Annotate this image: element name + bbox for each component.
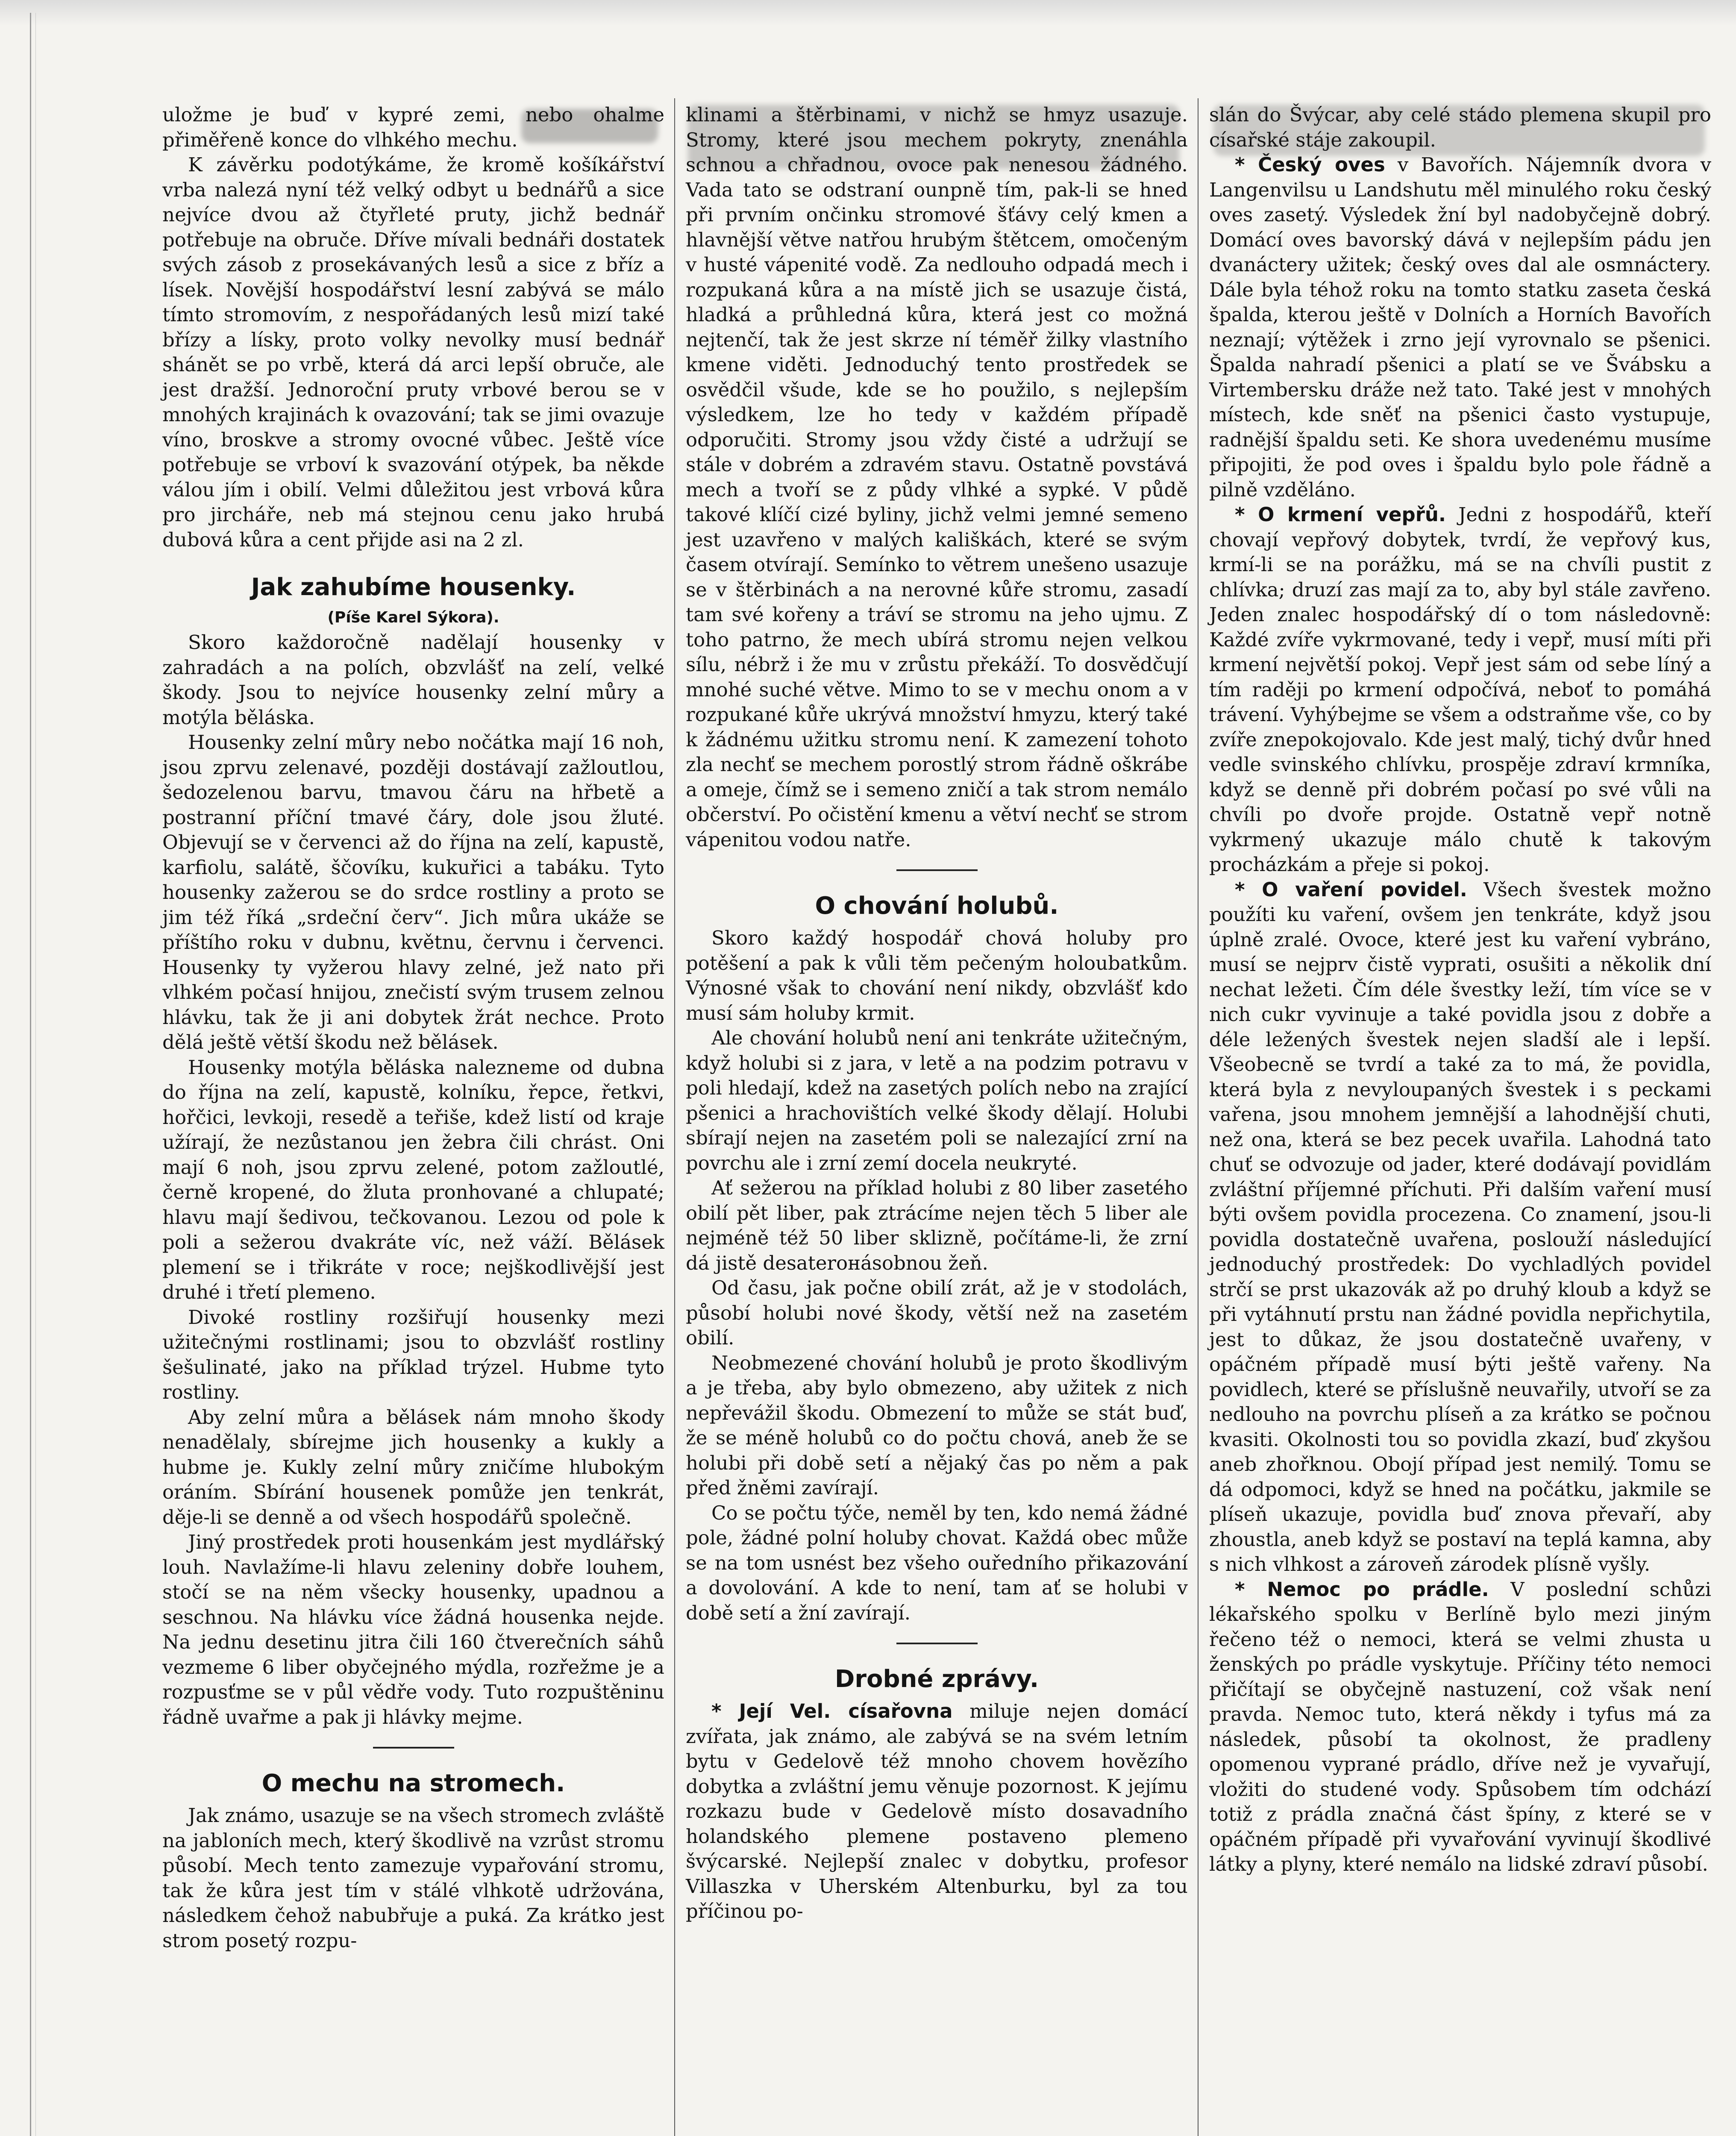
paragraph: Ať sežerou na příklad holubi z 80 liber zasetého obilí pět liber, pak ztrácíme nejen těch 5 liber ale nejméně též 50 liber sklizně, počítáme-li, že zrní dá jistě desaterонásobnou žeň. bbox=[686, 1177, 1188, 1274]
news-lead: * O vaření povidel. bbox=[1235, 878, 1467, 901]
article-title-holubi: O chování holubů. bbox=[815, 892, 1059, 920]
article-title-housenky: Jak zahubíme housenky. bbox=[251, 573, 576, 601]
paragraph: K závěrku podotýkáme, že kromě košíkářství vrba nalezá nyní též velký odbyt u bednářů a sice nejvíce dvou až čtyřleté pruty, jichž bednář potřebuje na obruče. Dříve mívali bednáři dostatek svých zásob z prosekávaných lesů a sice z bříz a lísek. Novější hospodářství lesní zabývá se málo tímto stromovím, z nespořádaných lesů mizí také břízy a lísky, proto volky nevolky musí bednář shánět se po vrbě, která dá arci lepší obruče, ale jest dražší. Jednoroční pruty vrbové berou se v mnohých krajinách k ovazování; tak se jimi ovazuje víno, broskve a stromy ovocné vůbec. Ještě více potřebuje se vrboví k svazování otýpek, ba někde válou jím i obilí. Velmi důležitou jest vrbová kůra pro jircháře, neb má stejnou cenu jako hrubá dubová kůra a cent přijde asi na 2 zl. bbox=[162, 153, 664, 551]
paragraph: Neobmezené chování holubů je proto škodlivým a je třeba, aby bylo obmezeno, aby užitek z nich nepřevážil škodu. Obmezení to může se stát buď, že se méně holubů co do počtu chová, aneb že se holubi při době setí a nějaký čas po něm a pak před žněmi zavírají. bbox=[686, 1351, 1188, 1499]
news-item bbox=[1209, 502, 1711, 877]
column-1 bbox=[162, 103, 664, 1953]
column-rule bbox=[674, 98, 675, 2136]
paragraph: Divoké rostliny rozšiřují housenky mezi užitečnými rostlinami; jsou to obzvlášť rostliny šešulinaté, jako na příklad trýzel. Hubme tyto rostliny. bbox=[162, 1306, 664, 1403]
news-text: V poslední schůzi lékařského spolku v Berlíně bylo mezi jiným řečeno též o nemoci, která se velmi zhusta u ženských po prádle vyskytuje. Příčiny této nemoci přičítají se obyčejně nastuzení, což však není pravda. Nemoc tuto, která někdy i tyfus má za následek, působí ta okolnost, že pradleny opomenou vyprané prádlo, dříve než je vyvařují, vložiti do studené vody. Spůsobem tím odchází totiž z prádla značná část špíny, z které se v opáčném případě při vyvařování vyvinují škodlivé látky a plyny, které nemálo na lidské zdraví působí. bbox=[1209, 1578, 1711, 1875]
news-text: miluje nejen domácí zvířata, jak známo, ale zabývá se na svém letním bytu v Gedelově též mnoho chovem hovězího dobytka a zvláštní jemu věnuje pozornost. K jejímu rozkazu bude v Gedelově místo dosavadního holandského plemene postaveno plemeno švýcarské. Nejlepší znalec v dobytku, profesor Villaszka v Uherském Altenburku, byl za tou příčinou po- bbox=[686, 1700, 1188, 1922]
paragraph: uložme je buď v kypré zemi, nebo ohalme přiměřeně konce do vlhkého mechu. bbox=[162, 103, 664, 151]
news-lead: * Její Vel. císařovna bbox=[711, 1700, 953, 1722]
news-item bbox=[1209, 1577, 1711, 1877]
section-divider bbox=[373, 1747, 454, 1749]
article-title-drobne-zpravy: Drobné zprávy. bbox=[834, 1665, 1039, 1693]
paragraph: Skoro každý hospodář chová holuby pro potěšení a pak k vůli těm pečeným holoubatkům. Výnosné však to chování není nikdy, obzvlášť kdo musí sám holuby krmit. bbox=[686, 927, 1188, 1024]
column-3 bbox=[1209, 103, 1711, 1877]
news-item bbox=[1209, 153, 1711, 502]
section-divider bbox=[896, 1643, 978, 1644]
news-text: v Bavořích. Nájemník dvora v Langenvilsu u Landshutu měl minulého roku český oves zasetý. Výsledek žní byl nadobyčejně dobrý. Domácí oves bavorský dává v nejlepším pádu jen dvanáctery užitek; český oves dal ale osmnáctery. Dále byla téhož roku na tomto statku zaseta česká špalda, kterou ještě v Dolních a Horních Bavořích neznají; výtěžek i zrno její vyrovnalo se pšenici. Špalda nahradí pšenici a platí se ve Švábsku a Virtembersku dráže než tato. Také jest v mnohých místech, kde sněť na pšenici často vystupuje, radnější špaldu seti. Ke shora uvedenému musíme připojiti, že pod oves i špaldu bylo pole řádně a pilně vzděláno. bbox=[1209, 153, 1711, 501]
paragraph: Od času, jak počne obilí zrát, až je v stodolách, působí holubi nové škody, větší než na zasetém obilí. bbox=[686, 1276, 1188, 1349]
news-lead: * Nemoc po prádle. bbox=[1235, 1578, 1489, 1601]
scan-top-edge bbox=[0, 0, 1736, 26]
paragraph: Skoro každoročně nadělají housenky v zahradách a na polích, obzvlášť na zelí, velké škody. Jsou to nejvíce housenky zelní můry a motýla běláska. bbox=[162, 631, 664, 729]
paragraph: Jiný prostředek proti housenkám jest mydlářský louh. Navlažíme-li hlavu zeleniny dobře louhem, stočí se na něm všecky housenky, upadnou a seschnou. Na hlávku více žádná housenka nejde. Na jednu desetinu jitra čili 160 čtverečních sáhů vezmeme 6 liber obyčejného mýdla, rozřežme je a rozpusťme se v půl vědře vody. Tuto rozpuštěninu řádně uvařme a pak ji hlávky mejme. bbox=[162, 1531, 664, 1728]
paragraph: klinami a štěrbinami, v nichž se hmyz usazuje. Stromy, které jsou mechem pokryty, znenáhla schnou a chřadnou, ovoce pak nenesou žádného. Vada tato se odstraní ounpně tím, pak-li se hned při prvním ončinku stromové šťávy celý kmen a hlavnější větve natřou hrubým štětcem, omočeným v husté vápenité vodě. Za nedlouho odpadá mech i rozpukaná kůra a na místě jich se usazuje čistá, hladká a průhledná kůra, která jest co možná nejtenčí, tak že jest skrze ní téměř žilky vlastního kmene viděti. Jednoduchý tento prostředek se osvědčil všude, kde se ho použilo, s nejlepším výsledkem, lze ho tedy v každém případě odporučiti. Stromy jsou vždy čisté a udržují se stále v dobrém a zdravém stavu. Ostatně povstává mech a tvoří se z půdy vlhké a sypké. V půdě takové klíčí cizé byliny, jichž velmi jemné semeno jest uzavřeno v malých kališkách, které se svým časem otvírají. Semínko to větrem unešeno usazuje se v štěrbinách a na nerovné kůře stromu, zasadí tam své kořeny a tráví se stromu na jeho ujmu. Z toho patrno, že mech ubírá stromu nejen velkou sílu, nébrž i že mu v zrůstu překáží. To dosvědčují mnohé suché větve. Mimo to se v mechu onom a v rozpukané kůře ukrývá množství hmyzu, který také k žádnému užitku stromu není. K zamezení tohoto zla nechť se mechem porostlý strom řádně oškrábe a omeje, čímž se i semeno zničí a tak strom nemálo občerství. Po očistění kmenu a větví nechť se strom vápenitou vodou natře. bbox=[686, 103, 1188, 851]
news-lead: * O krmení vepřů. bbox=[1235, 503, 1446, 526]
paragraph: slán do Švýcar, aby celé stádo plemena skupil pro císařské stáje zakoupil. bbox=[1209, 103, 1711, 151]
byline: (Píše Karel Sýkora). bbox=[327, 609, 499, 626]
news-item bbox=[686, 1699, 1188, 1924]
paragraph: Housenky motýla běláska nalezneme od dubna do října na zelí, kapustě, kolníku, řepce, řetkvi, hořčici, levkoji, resedě a teřiše, kdež listí od kraje užírají, že nezůstanou jen žebra čili chrást. Oni mají 6 noh, jsou zprvu zelené, potom zažloutlé, černě kropené, do žluta pronhované a chlupaté; hlavu mají šedivou, tečkovanou. Lezou od pole k poli a sežerou dvakráte víc, než váží. Bělásek plemení se i třikráte v roce; nejškodlivější jest druhé i třetí plemeno. bbox=[162, 1056, 664, 1303]
news-item bbox=[1209, 877, 1711, 1577]
column-2 bbox=[686, 103, 1188, 1924]
binding-edge bbox=[30, 13, 36, 2136]
paragraph: Jak známo, usazuje se na všech stromech zvláště na jabloních mech, který škodlivě na vzrůst stromu působí. Mech tento zamezuje vypařování stromu, tak že kůra jest tím v stálé vlhkotě udržována, následkem čehož nabubřuje a puká. Za krátko jest strom posetý rozpu- bbox=[162, 1804, 664, 1952]
paragraph: Housenky zelní můry nebo nočátka mají 16 noh, jsou zprvu zelenavé, později dostávají zažloutlou, šedozelenou barvu, tmavou čáru na hřbetě a postranní příční tmavé čáry, dole jsou žluté. Objevují se v červenci až do října na zelí, kapustě, karfiolu, salátě, ščovíku, kukuřici a tabáku. Tyto housenky zažerou se do srdce rostliny a proto se jim též říká „srdeční červ“. Jich můra ukáže se příštího roku v dubnu, květnu, červnu i červenci. Housenky ty vyžerou hlavy zelné, jež nato při vlhkém počasí hnijou, znečistí svým trusem zelnou hlávku, tak že ji ani dobytek žrát nechce. Proto dělá ještě větší škodu než bělásek. bbox=[162, 731, 664, 1053]
paragraph: Ale chování holubů není ani tenkráte užitečným, když holubi si z jara, v letě a na podzim potravu v poli hledají, kdež na zasetých polích nebo na zrající pšenici a hrachovištích velké škody dělají. Holubi sbírají nejen na zasetém poli se nalezající zrní na povrchu ale i zrní zemí docela neukryté. bbox=[686, 1027, 1188, 1174]
news-lead: * Český oves bbox=[1235, 153, 1385, 176]
section-divider bbox=[896, 869, 978, 871]
paragraph: Aby zelní můra a bělásek nám mnoho škody nenadělaly, sbírejme jich housenky a kukly a hubme je. Kukly zelní můry zničíme hlubokým oráním. Sbírání housenek pomůže jen tenkrát, děje-li se denně a od všech hospodářů společně. bbox=[162, 1405, 664, 1529]
news-text: Jedni z hospodářů, kteří chovají vepřový dobytek, tvrdí, že vepřový kus, krmí-li se na porážku, má se na chvíli pustit z chlívka; druzí zas mají za to, aby byl stále zavřeno. Jeden znalec hospodářský dí o tom následovně: Každé zvíře vykrmované, tedy i vepř, musí míti při krmení největší pokoj. Vepř jest sám od sebe líný a tím raději po krmení odpočívá, neboť to pomáhá trávení. Vyhýbejme se všem a odstraňme vše, co by zvíře znepokojovalo. Kde jest malý, tichý dvůr hned vedle svinského chlívku, prospěje zdraví krmníka, když se denně při dobrém počasí po své vůli na chvíli po dvoře projde. Ostatně vepř notně vykrmený ukazuje málo chutě k takovým procházkám a přeje si pokoj. bbox=[1209, 503, 1711, 876]
news-text: Všech švestek možno použíti ku vaření, ovšem jen tenkráte, když jsou úplně zralé. Ovoce, které jest ku vaření vybráno, musí se nejprv čistě vyprati, osušiti a několik dní nechat ležeti. Čím déle švestky leží, tím více se v nich cukr vyvinuje a také povidla jsou z dobře a déle ležených švestek nejen sladší ale i lepší. Všeobecně se tvrdí a také za to má, že povidla, která byla z nevyloupaných švestek i s peckami vařena, jsou mnohem jemnější a lahodnější chuti, než ona, která se bez pecek uvařila. Lahodná tato chuť se odvozuje od jader, které dodávají povidlám zvláštní příjemné příchuti. Při dalším vaření musí býti ovšem povidla procezena. Co znamení, jsou-li povidla dostatečně uvařena, poslouží následující jednoduchý prostředek: Do vychladlých povidel strčí se prst ukazovák až po druhý kloub a když se při vytáhnutí prstu nan žádné povidla nepřichytila, jest to důkaz, že jsou dostatečně uvařeny, v opáčném případě musí býti ještě vařeny. Na povidlech, které se příslušně neuvařily, utvoří se za nedlouho na povrchu plíseň a za krátko se počnou kvasiti. Okolnosti tou so povidla zkazí, buď zkyšou aneb zhořknou. Obojí případ jest nemilý. Tomu se dá odpomoci, když se hned na počátku, jakmile se plíseň ukazuje, povidla buď znova převaří, aby zhoustla, aneb když se postaví na teplá kamna, aby s nich vlhkost a zároveň zárodek plísně vyšly. bbox=[1209, 878, 1712, 1576]
article-title-mech: O mechu na stromech. bbox=[261, 1769, 565, 1797]
paragraph: Co se počtu týče, neměl by ten, kdo nemá žádné pole, žádné polní holuby chovat. Každá obec může se na tom usnést bez všeho ouředního přikazování a dovolování. A kde to není, tam ať se holubi v době setí a žní zavírají. bbox=[686, 1501, 1188, 1624]
